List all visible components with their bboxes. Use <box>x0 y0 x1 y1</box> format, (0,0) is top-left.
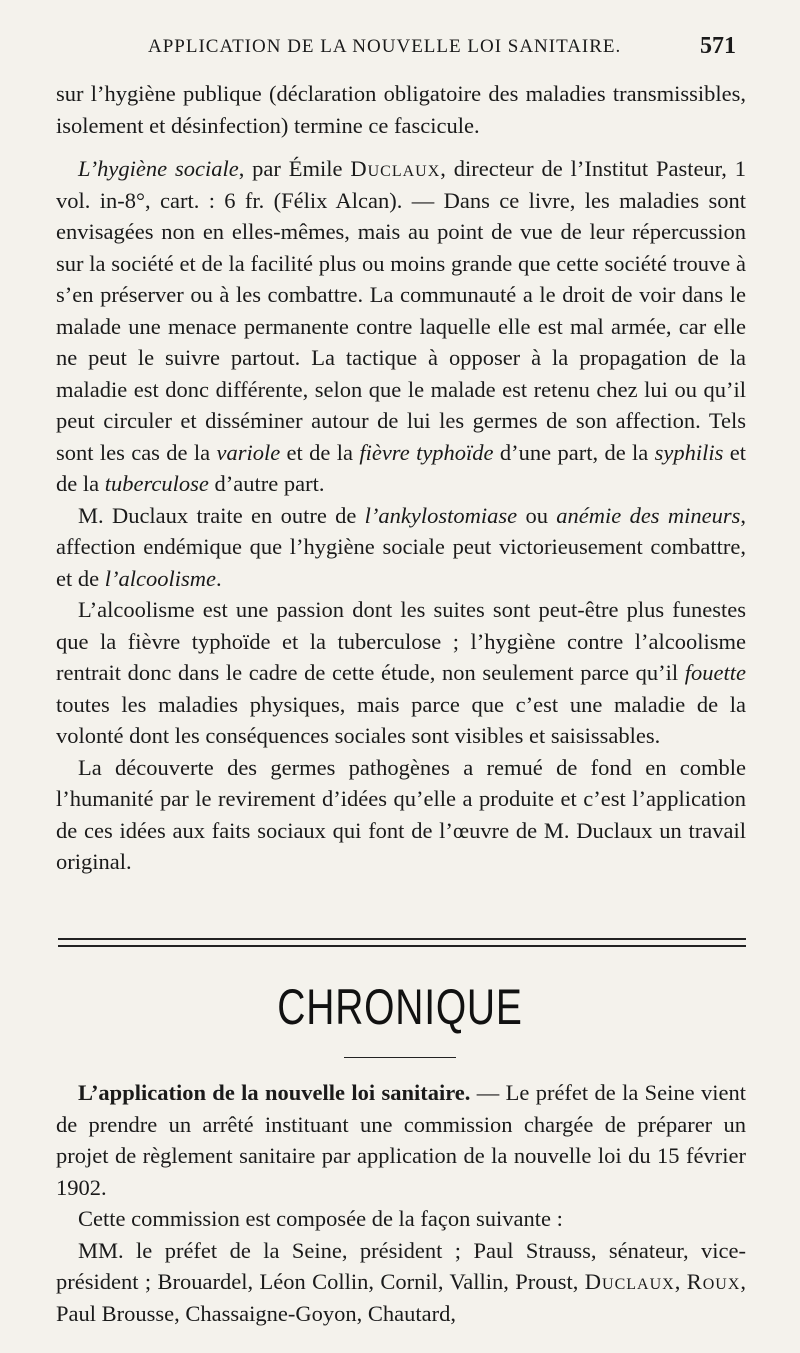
term-syphilis: syphilis <box>654 439 724 465</box>
section-divider <box>58 938 746 947</box>
text-run: , par Émile <box>238 156 351 181</box>
running-title: APPLICATION DE LA NOUVELLE LOI SANITAIRE. <box>148 36 622 57</box>
term-variole: variole <box>216 439 281 465</box>
review-paragraph-2 <box>56 500 746 595</box>
text-run: L’alcoolisme est une passion dont les suites sont peut-être plus funestes que la fièvre typhoïde et la tuberculose ; l’hygiène contre l’alcoolisme rentrait donc dans le cadre de cette étude, non seulement parce qu’il <box>56 597 746 685</box>
review-paragraph-3 <box>56 594 746 752</box>
section-title: CHRONIQUE <box>277 979 523 1035</box>
term-typhoide: fièvre typhoïde <box>359 439 494 465</box>
chronique-paragraph-3 <box>56 1235 746 1330</box>
term-anemie: anémie des mineurs <box>556 502 741 528</box>
term-alcoolisme: l’alcoolisme <box>104 565 216 591</box>
text-run: ou <box>517 502 557 528</box>
text-run: — Le préfet de la Seine vient de prendre un arrêté instituant une commission chargée de préparer un projet de règlement sanitaire par application de la nouvelle loi du 15 février 1902. <box>56 1080 746 1200</box>
term-fouette: fouette <box>684 660 746 685</box>
text-run: M. Duclaux traite en outre de <box>78 502 365 528</box>
text-run: MM. le préfet de la Seine, président ; Paul Strauss, sénateur, vice-président ; Brouardel, Léon Collin, Cornil, Vallin, Proust, <box>56 1237 746 1294</box>
chronique-paragraph-1 <box>56 1077 746 1203</box>
review-paragraph-1 <box>56 153 746 500</box>
continuation-paragraph: sur l’hygiène publique (déclaration obligatoire des maladies transmissibles, isolement et désinfection) termine ce fascicule. <box>56 81 746 138</box>
text-run: . <box>215 565 222 591</box>
text-run: toutes les maladies physiques, mais parce que c’est une maladie de la volonté dont les conséquences sociales sont visibles et saisissables. <box>56 691 746 748</box>
text-run: , directeur de l’Institut Pasteur, 1 vol. in-8°, cart. : 6 fr. (Félix Alcan). — Dans ce livre, les maladies sont envisagées non en elles-mêmes, mais au point de vue de leur répercussion sur la société et de la facilité plus ou moins grande que cette société trouve à s’en préserver ou à les combattre. La communauté a le droit de voir dans le malade une menace permanente contre laquelle elle est mal armée, car elle ne peut le suivre partout. La tactique à opposer à la propagation de la maladie est donc différente, selon que le malade est retenu chez lui ou qu’il peut circuler et disséminer autour de lui les germes de son affection. Tels sont les cas de la <box>56 156 746 465</box>
term-ankylostomiase: l’ankylostomiase <box>364 502 518 528</box>
text-run: et de la <box>56 439 746 496</box>
running-header <box>0 33 800 66</box>
text-run: et de la <box>280 439 360 465</box>
chronique-paragraph-2: Cette commission est composée de la façon suivante : <box>78 1206 563 1231</box>
book-title: L’hygiène sociale <box>78 156 239 181</box>
review-section <box>56 78 746 878</box>
article-heading: L’application de la nouvelle loi sanitaire. <box>78 1080 471 1105</box>
chronique-section <box>56 1077 746 1329</box>
author-name: Duclaux <box>350 156 441 181</box>
review-paragraph-4: La découverte des germes pathogènes a remué de fond en comble l’humanité par le revirement d’idées qu’elle a produite et c’est l’application de ces idées aux faits sociaux qui font de l’œuvre de M. Duclaux un travail original. <box>56 754 746 874</box>
term-tuberculose: tuberculose <box>104 471 209 496</box>
text-run: d’autre part. <box>208 471 325 496</box>
text-run: , <box>674 1269 687 1294</box>
text-run: d’une part, de la <box>493 439 655 465</box>
name-duclaux: Duclaux <box>584 1269 675 1294</box>
text-run: , Paul Brousse, Chassaigne-Goyon, Chautard, <box>56 1269 746 1326</box>
page-number: 571 <box>700 33 736 59</box>
text-run: , affection endémique que l’hygiène sociale peut victorieusement combattre, et de <box>56 502 747 591</box>
name-roux: Roux <box>686 1269 741 1294</box>
title-underline <box>344 1057 456 1058</box>
